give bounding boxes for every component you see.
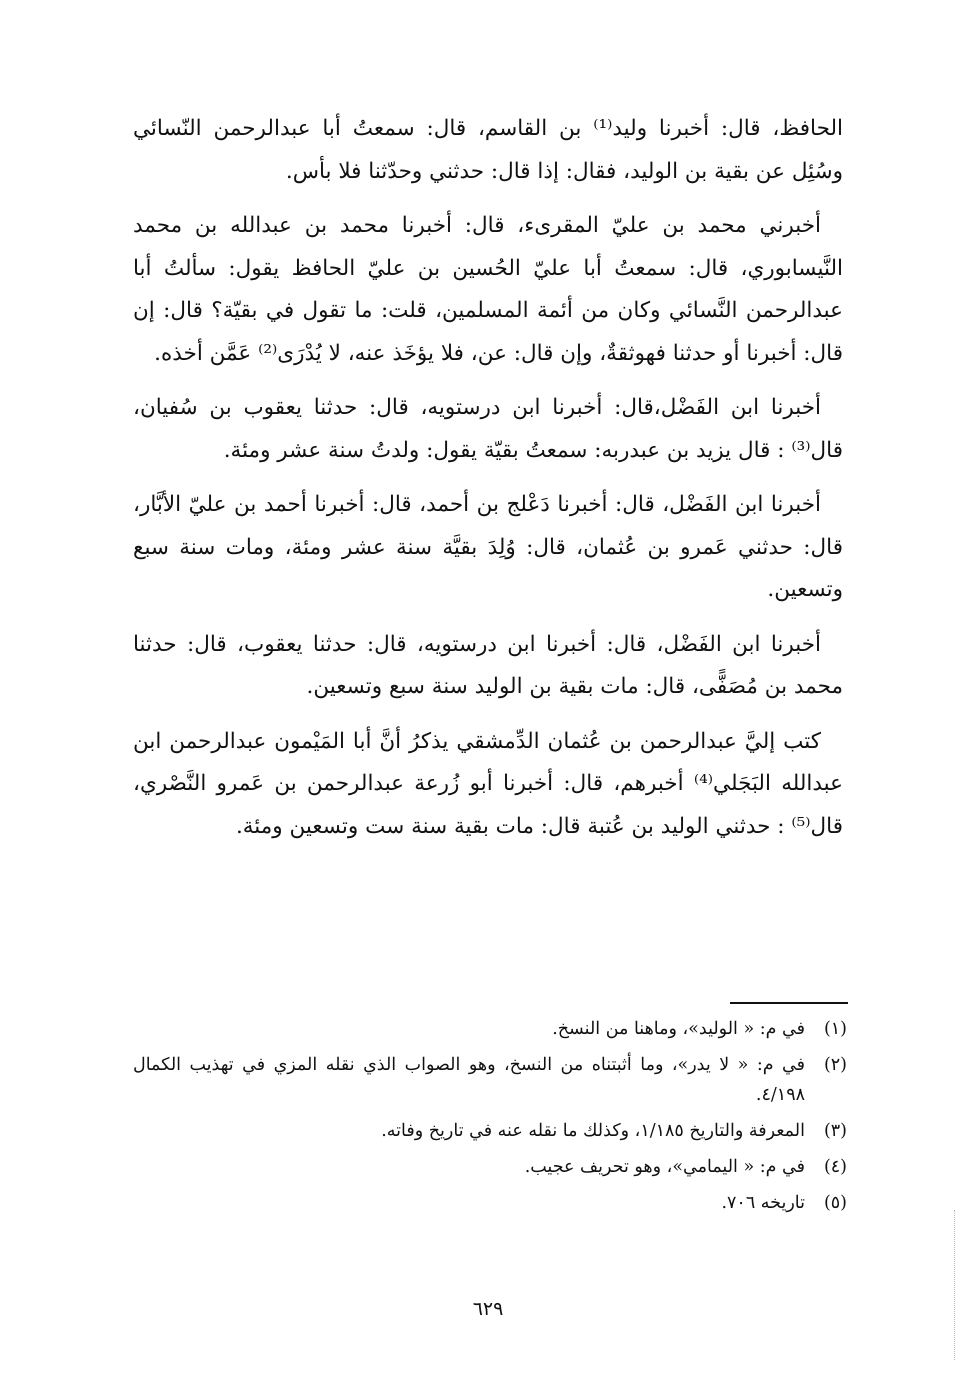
page-number: ٦٢٩	[472, 1298, 504, 1320]
footnote-2	[133, 1050, 847, 1110]
scan-edge-marks	[951, 1210, 955, 1360]
footnote-1	[133, 1014, 847, 1044]
footnote-5	[133, 1188, 847, 1218]
footnote-number: (٢)	[823, 1055, 847, 1075]
footnote-separator	[730, 1002, 848, 1004]
paragraph-5: أخبرنا ابن الفَضْل، قال: أخبرنا ابن درستويه، قال: حدثنا يعقوب، قال: حدثنا محمد بن مُصَفًّى، قال: مات بقية بن الوليد سنة سبع وتسعين.	[133, 631, 843, 699]
paragraph-3: أخبرنا ابن الفَضْل،قال: أخبرنا ابن درستويه، قال: حدثنا يعقوب بن سُفيان، قال⁽³⁾ : قال يزيد بن عبدربه: سمعتُ بقيّة يقول: ولدتُ سنة عشر ومئة.	[133, 395, 843, 463]
footnotes	[133, 1014, 847, 1224]
paragraph-6: كتب إليَّ عبدالرحمن بن عُثمان الدِّمشقي يذكرُ أنَّ أبا المَيْمون عبدالرحمن ابن عبدالله البَجَلي⁽⁴⁾ أخبرهم، قال: أخبرنا أبو زُرعة عبدالرحمن بن عَمرو النَّصْري، قال⁽⁵⁾ : حدثني الوليد بن عُتبة قال: مات بقية سنة ست وتسعين ومئة.	[133, 728, 843, 839]
footnote-text: في م: « لا يدر»، وما أثبتناه من النسخ، وهو الصواب الذي نقله المزي في تهذيب الكمال ٤/١٩٨.	[133, 1055, 805, 1105]
paragraph-4: أخبرنا ابن الفَضْل، قال: أخبرنا دَعْلج بن أحمد، قال: أخبرنا أحمد بن عليّ الأبَّار، قال: حدثني عَمرو بن عُثمان، قال: وُلِدَ بقيَّة سنة عشر ومئة، ومات سنة سبع وتسعين.	[133, 492, 843, 602]
footnote-4	[133, 1152, 847, 1182]
footnote-text: تاريخه ٧٠٦.	[721, 1193, 805, 1213]
footnote-number: (٤)	[823, 1157, 847, 1177]
footnote-text: في م: « الوليد»، وماهنا من النسخ.	[552, 1019, 805, 1039]
footnote-number: (٥)	[823, 1193, 847, 1213]
footnote-number: (٣)	[823, 1121, 847, 1141]
footnote-number: (١)	[823, 1019, 847, 1039]
paragraph-2: أخبرني محمد بن عليّ المقرىء، قال: أخبرنا محمد بن عبدالله بن محمد النَّيسابوري، قال: سمعتُ أبا عليّ الحُسين بن عليّ الحافظ يقول: سألتُ أبا عبدالرحمن النَّسائي وكان من أئمة المسلمين، قلت: ما تقول في بقيّة؟ قال: إن قال: أخبرنا أو حدثنا فهوثقةٌ، وإن قال: عن، فلا يؤخَذ عنه، لا يُدْرَى⁽²⁾ عَمَّن أخذه.	[133, 213, 843, 366]
paragraph-1: الحافظ، قال: أخبرنا وليد⁽¹⁾ بن القاسم، قال: سمعتُ أبا عبدالرحمن النّسائي وسُئِل عن بقية بن الوليد، فقال: إذا قال: حدثني وحدّثنا فلا بأس.	[133, 116, 843, 184]
footnote-3	[133, 1116, 847, 1146]
footnote-text: في م: « اليمامي»، وهو تحريف عجيب.	[524, 1157, 805, 1177]
main-text	[133, 108, 843, 860]
footnote-text: المعرفة والتاريخ ١/١٨٥، وكذلك ما نقله عنه في تاريخ وفاته.	[381, 1121, 805, 1141]
